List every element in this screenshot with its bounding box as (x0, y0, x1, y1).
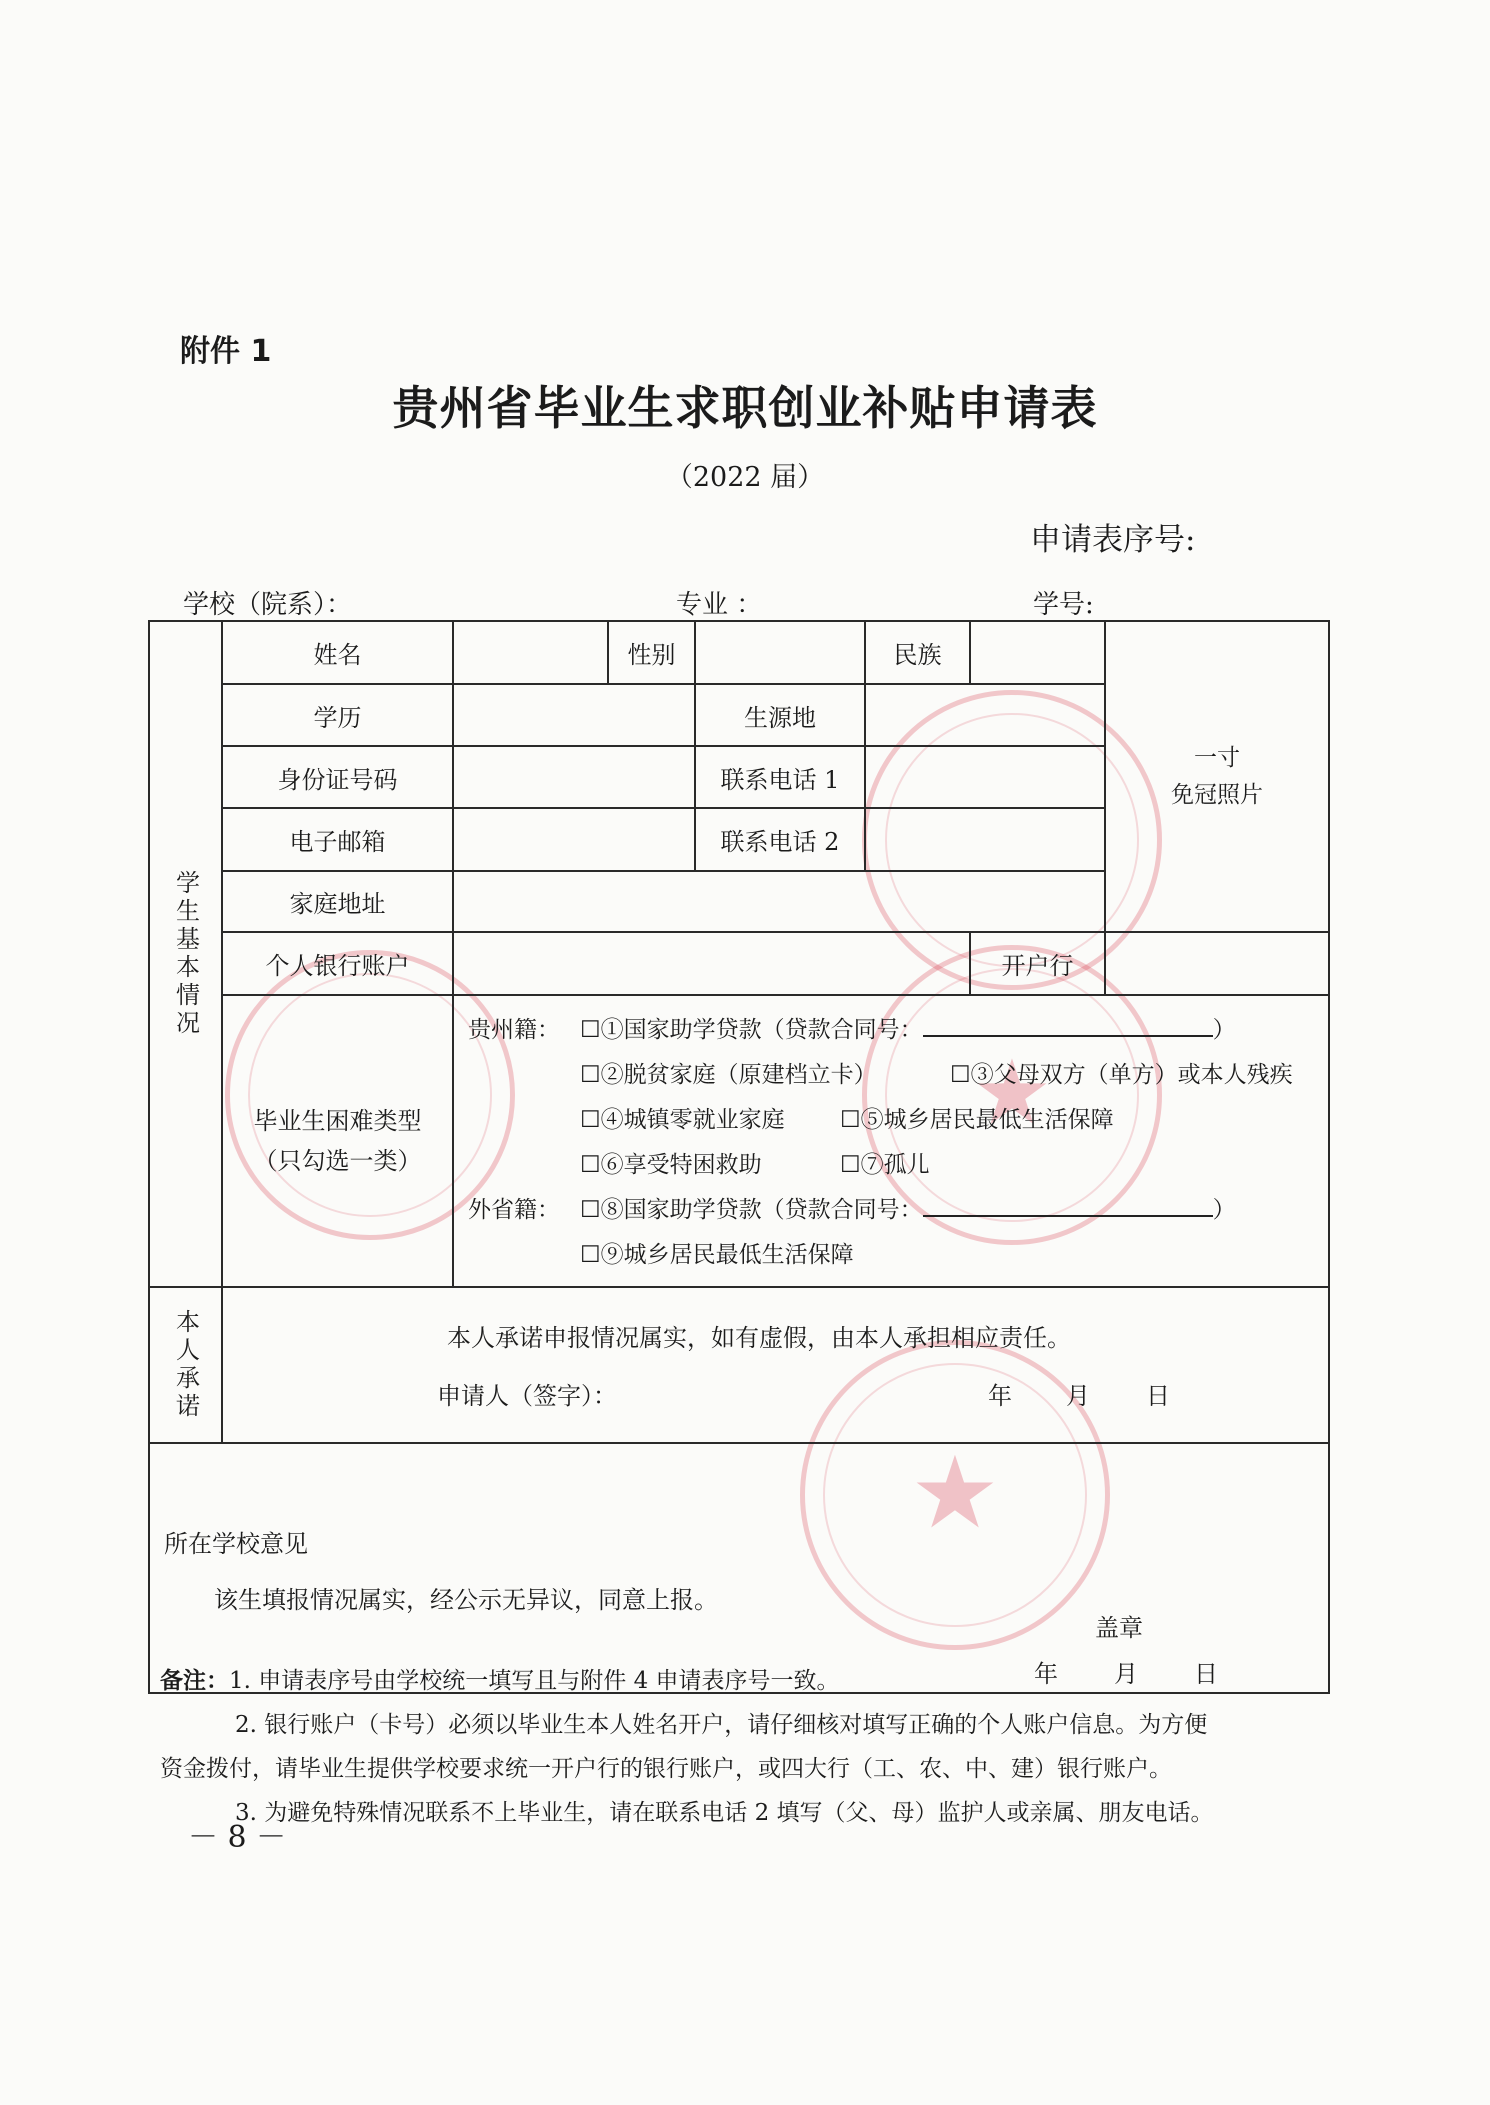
photo-label-size: 一寸 (1194, 744, 1240, 771)
notes-heading: 备注： (160, 1668, 229, 1694)
promise-text: 本人承诺申报情况属实，如有虚假，由本人承担相应责任。 (447, 1324, 1071, 1352)
option-5-checkbox[interactable]: ☐⑤城乡居民最低生活保障 (840, 1107, 1114, 1133)
page-number: － 8 － (188, 1820, 287, 1855)
option-1-close: ） (1212, 1017, 1236, 1043)
section-label-promise: 本人承诺 (171, 1309, 200, 1421)
phone2-field[interactable] (865, 808, 1105, 871)
bank-label: 开户行 (970, 932, 1105, 995)
phone1-label: 联系电话 1 (695, 746, 865, 808)
promise-content (222, 1287, 1329, 1443)
seal-star-icon: ★ (910, 1434, 1000, 1552)
note-2-line-2: 资金拨付，请毕业生提供学校要求统一开户行的银行账户，或四大行（工、农、中、建）银行账户。 (160, 1756, 1172, 1782)
option-1-checkbox[interactable]: ☐①国家助学贷款（贷款合同号： (580, 1017, 923, 1043)
student-id-label: 学号: (1033, 590, 1094, 620)
loan-contract-field-1[interactable] (923, 1015, 1213, 1037)
school-opinion-text: 该生填报情况属实，经公示无异议，同意上报。 (214, 1586, 718, 1614)
option-6-checkbox[interactable]: ☐⑥享受特困救助 (580, 1152, 762, 1178)
basic-info-section (149, 621, 222, 1287)
difficulty-hint: （只勾选一类） (253, 1147, 422, 1175)
address-field[interactable] (453, 871, 1105, 932)
id-number-label: 身份证号码 (222, 746, 453, 808)
school-opinion-label: 所在学校意见 (164, 1530, 308, 1558)
origin-field[interactable] (865, 684, 1105, 746)
email-field[interactable] (453, 808, 695, 871)
email-label: 电子邮箱 (222, 808, 453, 871)
promise-month: 月 (1066, 1382, 1090, 1410)
note-2-line-1: 2. 银行账户（卡号）必须以毕业生本人姓名开户，请仔细核对填写正确的个人账户信息。为方便 (235, 1712, 1208, 1738)
seal-label: 盖章 (1095, 1614, 1143, 1642)
school-opinion-section (149, 1443, 1329, 1693)
education-field[interactable] (453, 684, 695, 746)
option-4-checkbox[interactable]: ☐④城镇零就业家庭 (580, 1107, 785, 1133)
guizhou-label: 贵州籍： (468, 1017, 560, 1043)
applicant-signature-label: 申请人（签字）： (437, 1382, 617, 1410)
bank-account-field[interactable] (453, 932, 970, 995)
name-field[interactable] (453, 621, 608, 684)
other-province-label: 外省籍： (468, 1197, 560, 1223)
attachment-label: 附件 1 (180, 334, 272, 369)
difficulty-title: 毕业生困难类型 (253, 1107, 422, 1135)
promise-section (149, 1287, 222, 1443)
gender-field[interactable] (695, 621, 865, 684)
option-7-checkbox[interactable]: ☐⑦孤儿 (840, 1152, 930, 1178)
loan-contract-field-2[interactable] (923, 1195, 1213, 1217)
option-2-checkbox[interactable]: ☐②脱贫家庭（原建档立卡） (580, 1062, 877, 1088)
difficulty-label (222, 995, 453, 1287)
origin-label: 生源地 (695, 684, 865, 746)
application-form (148, 620, 1330, 1694)
promise-day: 日 (1146, 1382, 1170, 1410)
opinion-month: 月 (1114, 1660, 1138, 1688)
section-label-basic: 学生基本情况 (171, 870, 200, 1038)
option-3-checkbox[interactable]: ☐③父母双方（单方）或本人残疾 (950, 1062, 1293, 1088)
ethnicity-field[interactable] (970, 621, 1105, 684)
promise-year: 年 (988, 1382, 1012, 1410)
name-label: 姓名 (222, 621, 453, 684)
note-1: 1. 申请表序号由学校统一填写且与附件 4 申请表序号一致。 (229, 1668, 840, 1694)
education-label: 学历 (222, 684, 453, 746)
school-label: 学校（院系）： (183, 590, 353, 620)
opinion-day: 日 (1194, 1660, 1218, 1688)
photo-label-type: 免冠照片 (1171, 781, 1263, 808)
note-3: 3. 为避免特殊情况联系不上毕业生，请在联系电话 2 填写（父、母）监护人或亲属、朋友电话。 (235, 1800, 1214, 1826)
major-label: 专业 ： (676, 590, 763, 620)
phone2-label: 联系电话 2 (695, 808, 865, 871)
notes-section (160, 1659, 1330, 1835)
bank-field[interactable] (1105, 932, 1329, 995)
phone1-field[interactable] (865, 746, 1105, 808)
difficulty-options (453, 995, 1329, 1287)
address-label: 家庭地址 (222, 871, 453, 932)
option-8-close: ） (1212, 1197, 1236, 1223)
option-8-checkbox[interactable]: ☐⑧国家助学贷款（贷款合同号： (580, 1197, 923, 1223)
gender-label: 性别 (608, 621, 695, 684)
opinion-year: 年 (1034, 1660, 1058, 1688)
photo-box (1105, 621, 1329, 932)
serial-number-label: 申请表序号: (1030, 522, 1196, 558)
bank-account-label: 个人银行账户 (222, 932, 453, 995)
page-title: 贵州省毕业生求职创业补贴申请表 (392, 381, 1098, 435)
page-subtitle: （2022 届） (665, 462, 825, 493)
id-number-field[interactable] (453, 746, 695, 808)
option-9-checkbox[interactable]: ☐⑨城乡居民最低生活保障 (580, 1242, 854, 1268)
seal-star-icon: ★ (971, 1040, 1053, 1146)
ethnicity-label: 民族 (865, 621, 970, 684)
